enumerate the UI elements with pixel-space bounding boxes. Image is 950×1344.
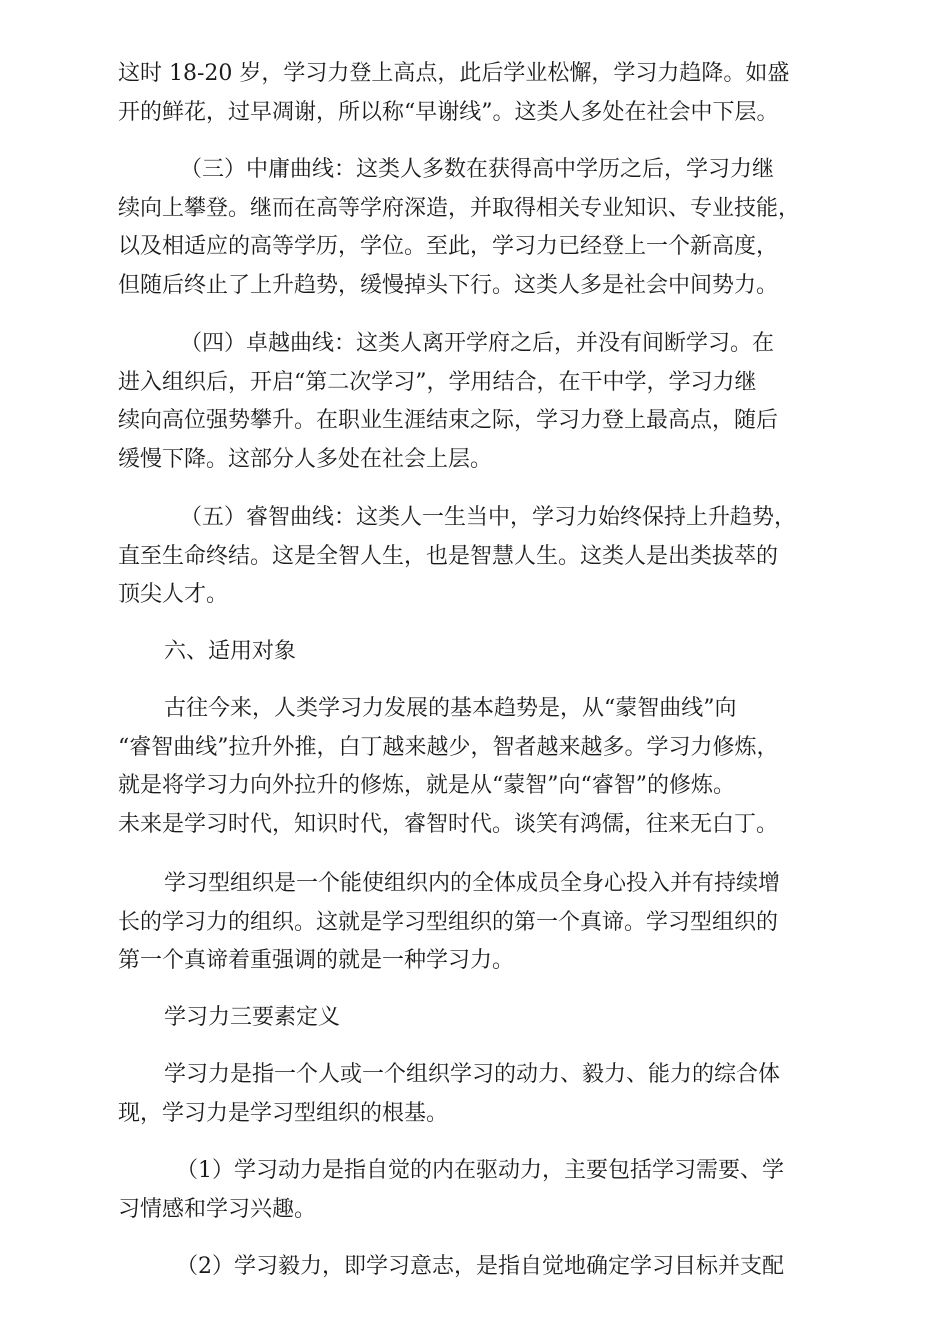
text-line: 未来是学习时代，知识时代，睿智时代。谈笑有鸿儒，往来无白丁。 <box>118 811 779 837</box>
paragraph-excellent-curve <box>118 325 836 479</box>
paragraph-learning-perseverance <box>118 1248 836 1287</box>
paragraph-learning-trend <box>118 690 836 844</box>
text-line: 缓慢下降。这部分人多处在社会上层。 <box>118 446 493 472</box>
text-line: （四）卓越曲线：这类人离开学府之后，并没有间断学习。在 <box>180 331 775 356</box>
heading-line: 六、适用对象 <box>164 639 297 664</box>
text-line: 第一个真谛着重强调的就是一种学习力。 <box>118 948 515 973</box>
text-line: 这时 18-20 岁，学习力登上高点，此后学业松懈，学习力趋降。如盛 <box>118 61 790 86</box>
text-line: “睿智曲线”拉升外推，白丁越来越少，智者越来越多。学习力修炼， <box>118 734 779 760</box>
text-line: （1）学习动力是指自觉的内在驱动力，主要包括学习需要、学 <box>176 1158 784 1183</box>
text-line: 续向上攀登。继而在高等学府深造，并取得相关专业知识、专业技能， <box>118 195 801 221</box>
paragraph-continuation-early-fade <box>118 55 836 132</box>
paragraph-learning-power-definition <box>118 1056 836 1133</box>
text-line: 现，学习力是学习型组织的根基。 <box>118 1100 449 1126</box>
text-line: 学习型组织是一个能使组织内的全体成员全身心投入并有持续增 <box>164 871 781 896</box>
text-line: 古往今来，人类学习力发展的基本趋势是，从“蒙智曲线”向 <box>164 696 737 721</box>
text-line: （三）中庸曲线：这类人多数在获得高中学历之后，学习力继 <box>180 157 775 182</box>
section-heading-three-elements <box>118 999 836 1038</box>
section-heading-applicable-targets <box>118 633 836 672</box>
heading-line: 学习力三要素定义 <box>164 1005 341 1030</box>
text-line: 以及相适应的高等学历，学位。至此，学习力已经登上一个新高度， <box>118 234 779 259</box>
text-line: （五）睿智曲线：这类人一生当中，学习力始终保持上升趋势， <box>180 505 797 530</box>
text-line: 顶尖人才。 <box>118 582 229 607</box>
text-line: 习情感和学习兴趣。 <box>118 1196 317 1222</box>
text-line: 直至生命终结。这是全智人生，也是智慧人生。这类人是出类拔萃的 <box>118 543 779 569</box>
text-line: 长的学习力的组织。这就是学习型组织的第一个真谛。学习型组织的 <box>118 909 779 935</box>
paragraph-moderate-curve <box>118 151 836 305</box>
text-line: 但随后终止了上升趋势，缓慢掉头下行。这类人多是社会中间势力。 <box>118 272 779 298</box>
paragraph-learning-motivation <box>118 1152 836 1229</box>
text-line: 就是将学习力向外拉升的修炼，就是从“蒙智”向“睿智”的修炼。 <box>118 773 735 798</box>
text-line: 开的鲜花，过早凋谢，所以称“早谢线”。这类人多处在社会中下层。 <box>118 99 779 125</box>
paragraph-wise-curve <box>118 499 836 615</box>
text-line: 进入组织后，开启“第二次学习”，学用结合，在干中学，学习力继 <box>118 369 757 395</box>
paragraph-learning-organization <box>118 865 836 981</box>
text-line: 学习力是指一个人或一个组织学习的动力、毅力、能力的综合体 <box>164 1062 781 1087</box>
text-line: 续向高位强势攀升。在职业生涯结束之际，学习力登上最高点，随后 <box>118 408 779 433</box>
text-line: （2）学习毅力，即学习意志，是指自觉地确定学习目标并支配 <box>176 1254 784 1279</box>
